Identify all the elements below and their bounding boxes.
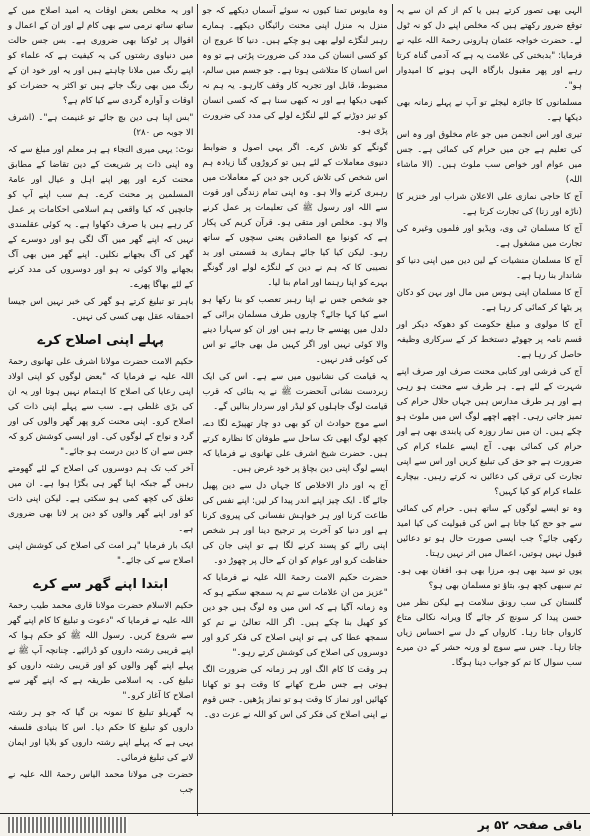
article-columns bbox=[4, 4, 586, 816]
column-right bbox=[393, 4, 586, 816]
paragraph: اسے موج حوادث ان کو بھی دو چار تھپیڑے لگا دے، کچھ لوگ ابھی تک ساحل سے طوفان کا نظارہ کرتے ہیں۔ حضرت شیخ اشرف علی تھانوی نے فرمایا کہ ایسے لوگ اپنی دین بچاؤ پر خود غرض ہیں۔ bbox=[202, 419, 388, 474]
paragraph: ایک بار فرمایا "ہر امت کی اصلاح کی کوشش اپنی اصلاح سے کی جائے۔" bbox=[8, 541, 194, 566]
paragraph: گونگے کو تلاش کرے۔ اگر یہی اصول و ضوابط دنیوی معاملات کے لئے ہیں تو کروڑوں گنا زیادہ ہم اس شخص کی تلاش کریں جو دین کے معاملات میں رہبری کرنے والا ہو۔ وہ اپنی تمام زندگی اور قوت سے اللہ اور رسول ﷺ کی تعلیمات پر عمل کرنے والا ہو۔ مخلص اور متقی ہو۔ قرآن کریم کی پکار ہے کہ کونوا مع الصادقین یعنی سچوں کے ساتھ رہو۔ لیکن کیا کیا جائے ہماری بد قسمتی اور بد نصیبی کا کہ ہم نے دین کے لنگڑے لولے اور گونگے بہرے کو اپنا رہنما اور امام بنا لیا۔ bbox=[202, 143, 388, 288]
section-heading-start-at-home: ابتدا اپنے گھر سے کرے bbox=[33, 577, 169, 592]
paragraph: اور یہ مخلص بعض اوقات یہ امید اصلاح میں کے ساتھ ساتھ نرمی سے بھی کام لے اور ان کے اعمال و اقوال پر ٹوکنا بھی ضروری ہے۔ بس جس حالت میں دنیاوی رشتوں کی یہ کیفیت ہے کہ علماء کو اپنے رنگ میں ملانا چاہتے ہیں اور یہ اور خود ان کے رنگ میں بھی رنگ جاتے ہیں تو اکثر یہ حضرات کو اوقات و آوارہ گردی سے کیا کام ہے؟ bbox=[8, 6, 194, 106]
paragraph: وہ مایوس تمنا کیوں نہ سوئے آسماں دیکھے کہ جو منزل بہ منزل اپنی محنت رائیگاں دیکھے۔ ہمارے رہبر لنگڑے لولے بھی ہو چکے ہیں۔ دنیا کا عروج ان کو کسی انسان کی مدد کی ضرورت پڑتی ہے تو وہ اس انسان کا متلاشی ہوتا ہے۔ جو جسم میں سالم، مضبوط، قابل اور تجربہ کار وقف کارہو۔ یہ ہم نہ کبھی دیکھا ہے اور نہ کبھی سنا ہے کہ کسی انسان کو تیز دوڑنے کے لئے لنگڑے لولے کی مدد کی ضرورت پڑی ہو۔ bbox=[202, 6, 388, 136]
paragraph: الہی بھی تصور کرتے ہیں یا کم از کم ان سے یہ توقع ضرور رکھتے ہیں کہ مخلص اپنے دل کو نہ ٹول لے۔ حضرت خواجہ عثمان ہارونی رحمۃ اللہ علیہ نے فرمایا: "بدبختی کی علامت یہ ہے کہ آدمی گناہ کرتا رہے اور پھر مقبول بارگاہ الہی ہونے کا امیدوار ہو"۔ bbox=[396, 6, 582, 91]
paragraph: آج یہ اور دار الاخلاص کا جہاں دل سے دین پھیل جائے گا۔ ایک چیز اپنے اندر پیدا کر لیں: اپنے نفس کی طاعت کرنا اور ہر خواہش نفسانی کی پیروی کرنا ہے اور دنیا کو آخرت پر ترجیح دینا اور ہر شخص اپنی رائے کو پسند کرنے لگا ہے تو اپنی جان کی حفاظت کرو اور عوام کو ان کے حال پر چھوڑ دو۔ bbox=[202, 481, 388, 566]
paragraph: ہر وقت کا کام الگ اور ہر زمانہ کی ضرورت الگ ہوتی ہے جس طرح کھانے کا وقت ہو تو کھانا کھائیں اور نماز کا وقت ہو تو نماز پڑھیں۔ جس قوم نے اپنی اصلاح کی فکر کی اس کو اللہ نے عزت دی۔ bbox=[202, 665, 388, 720]
paragraph: حضرت جی مولانا محمد الیاس رحمۃ اللہ علیہ نے جب bbox=[8, 770, 194, 795]
paragraph: آخر کب تک ہم دوسروں کی اصلاح کے لئے گھومتے رہیں گے جبکہ اپنا گھر ہی بگڑا ہوا ہے۔ ان میں تعلق کی کچھ کمی ہو سکتی ہے۔ لیکن اپنی ذات کو اور اپنے گھر والوں کو دین پر لانا بھی ضروری ہے۔ bbox=[8, 464, 194, 534]
column-middle bbox=[198, 4, 392, 816]
page-footer bbox=[0, 813, 590, 836]
paragraph: تیری اور اس انجمن میں جو عام مخلوق اور وہ اس کی تعلیم ہے جن میں حرام کی کمائی ہے۔ جس میں عوام اور خواص سب ملوث ہیں۔ (الا ماشاء اللہ) bbox=[396, 130, 582, 185]
paragraph: حکیم الاسلام حضرت مولانا قاری محمد طیب رحمۃ اللہ علیہ نے فرمایا کہ "دعوت و تبلیغ کا کام اپنے گھر سے شروع کریں۔ رسول اللہ ﷺ کو حکم ہوا کہ اپنے قریبی رشتہ داروں کو ڈرائیے۔ چنانچہ آپ ﷺ نے پہلے اپنے گھر والوں کو اور قریبی رشتہ داروں کو تبلیغ کی۔ یہ اسلامی طریقہ ہے کہ اپنے گھر سے اصلاح کا آغاز کرو۔" bbox=[8, 601, 194, 701]
section-heading-self-reform: پہلے اپنی اصلاح کرے bbox=[37, 333, 164, 348]
paragraph: آج کا مسلمان منشیات کے لین دین میں اپنی دنیا کو شاندار بنا رہا ہے۔ bbox=[396, 256, 582, 281]
paragraph: مسلمانوں کا جائزہ لیجئے تو آپ نے پہلے زمانہ بھی دیکھا ہے۔ bbox=[396, 98, 582, 123]
paragraph: آج کی فرشی اور کتابی محنت صرف اور صرف اپنے شہرت کے لئے ہے۔ ہر طرف سے محنت ہو رہی ہے اور ہر طرف مدارس ہیں جہاں حلال حرام کی تمیز جاتی رہی۔ اچھے اچھے لوگ اس میں ملوث ہو چکے ہیں۔ ان میں نماز روزہ کی پابندی بھی ہے اور حرام کی کمائی بھی۔ آج ایسے علماء کرام کی ضرورت ہے جو حق کی تبلیغ کریں اور اس سے اپنی تجارت کی ترقی کی دعائیں نہ کرتے رہیں۔ بیچارے علماء کرام کو کیا کہیں؟ bbox=[396, 367, 582, 497]
paragraph: یہ گھریلو تبلیغ کا نمونہ بن گیا کہ جو ہر رشتہ داروں کو تبلیغ کا حکم دیا۔ اس کا بنیادی فلسفہ یہی ہے کہ پہلے اپنے رشتہ داروں کو بلایا اور ایمان لانے کی تبلیغ فرمائی۔ bbox=[8, 708, 194, 763]
paragraph: نوٹ: یہی میری التجاء ہے ہر معلم اور مبلغ سے کہ وہ اپنی ذات پر شریعت کے دین تقاضا کے مطابق محنت کرے اور پھر اپنے اہل و عیال اور عامۃ المسلمین پر محنت کرے۔ ہم سب اپنے آپ کو جانچیں کہ کیا واقعی ہم اسلامی احکامات پر عمل کر رہے ہیں یا صرف دکھاوا ہے۔ یہ کوئی عقلمندی نہیں کہ اپنے گھر میں آگ لگی ہو اور دوسرے کے گھر کی آگ بجھانے نکلیں۔ اپنے گھر میں بھی آگ بجھانے والا کوئی نہ ہو اور دوسروں کی مدد کرنے کے لئے بھاگا پھرے۔ bbox=[8, 145, 194, 290]
paragraph: یوں تو سید بھی ہو، مرزا بھی ہو، افغان بھی ہو۔ تم سبھی کچھ ہو، بتاؤ تو مسلمان بھی ہو؟ bbox=[396, 566, 582, 591]
paragraph: وہ تو ایسے لوگوں کے ساتھ ہیں۔ حرام کی کمائی سے جو حج کیا جاتا ہے اس کی قبولیت کی کیا امید رکھی جائے؟ جب ایسی صورت حال ہو تو دعائیں قبول نہیں ہوتیں، اعمال میں اثر نہیں رہتا۔ bbox=[396, 504, 582, 559]
paragraph: حکیم الامت حضرت مولانا اشرف علی تھانوی رحمۃ اللہ علیہ نے فرمایا کہ "بعض لوگوں کو اپنی اولاد اپنی رعایا کی اصلاح کا اہتمام نہیں ہوتا اور یہ ان کی بڑی غلطی ہے۔ سب سے پہلے اپنی ذات کی اصلاح کرو۔ اپنی محنت کرو پھر گھر والوں کی اور گرد و نواح کے لوگوں کی۔ اور ایسی کوشش کرو کہ جس سے ان کا دین درست ہو جائے۔" bbox=[8, 357, 194, 457]
paragraph: یہ قیامت کی نشانیوں میں سے ہے۔ اس کی ایک زبردست نشانی آنحضرت ﷺ نے یہ بتائی کہ قرب قیامت لوگ جاہلوں کو لیڈر اور سردار بنالیں گے۔ bbox=[202, 372, 388, 412]
masthead-strip bbox=[8, 817, 128, 833]
paragraph: "بس اپنا ہی دین بچ جائے تو غنیمت ہے"۔ (اشرف الا جوبہ ص ۲۸۰) bbox=[8, 113, 194, 138]
paragraph: گلستان کی سب رونق سلامت ہے لیکن نظر میں حسن پیدا کر سونچ کر جائے گا ویرانہ نکالی متاع کارواں جاتا رہا۔ کارواں کے دل سے احساس زیاں جاتا رہا۔ جس سے سوچ لو ورنہ حشر کے دن میرے سب سوال کا تم کو جواب دینا ہوگا۔ bbox=[396, 598, 582, 668]
paragraph: آج کا مولوی و مبلغ حکومت کو دھوکہ دیکر اور قسم نامہ پر جھوٹے دستخط کر کے سرکاری وظیفہ حاصل کر رہا ہے۔ bbox=[396, 320, 582, 360]
paragraph: جو شخص جس نے اپنا رہبر تعصب کو بنا رکھا ہو اسے کیا کہا جائے؟ چاروں طرف مسلمان برائی کے دلدل میں پھنسے جا رہے ہیں اور ان کو سہارا دینے والا کوئی نہیں اور اگر کہیں مل بھی جائے تو اس کی کوئی قدر نہیں۔ bbox=[202, 295, 388, 365]
column-left bbox=[4, 4, 198, 816]
paragraph: آج کا مسلمان اپنی ہوس میں مال اور بہن کو دکان پر بٹھا کر کمائی کر رہا ہے۔ bbox=[396, 288, 582, 313]
paragraph: حضرت حکیم الامت رحمۃ اللہ علیہ نے فرمایا کہ "عزیز من ان علامات سے تم یہ سمجھ سکتے ہو کہ وہ زمانہ آگیا ہے کہ اس میں وہ لوگ ہیں جو دین کو کھیل بنا چکے ہیں۔ اگر اللہ تعالیٰ نے تم کو سمجھ عطا کی ہے تو اپنی اصلاح کی فکر کرو اور دوسروں کی اصلاح کی کوشش کرتے رہو۔" bbox=[202, 573, 388, 658]
paragraph: آج کا مسلمان ٹی وی، ویڈیو اور فلموں وغیرہ کی تجارت میں مشغول ہے۔ bbox=[396, 224, 582, 249]
paragraph: آج کا حاجی نمازی علی الاعلان شراب اور خنزیر کا (ناڑہ اور زنا) کی تجارت کرتا ہے۔ bbox=[396, 192, 582, 217]
continued-on-note: باقی صفحہ ۵۲ پر bbox=[477, 818, 582, 832]
paragraph: باہر تو تبلیغ کرتے ہو گھر کی خبر نہیں اس جیسا احمقانہ عقل بھی کسی کی نہیں۔ bbox=[8, 297, 194, 322]
